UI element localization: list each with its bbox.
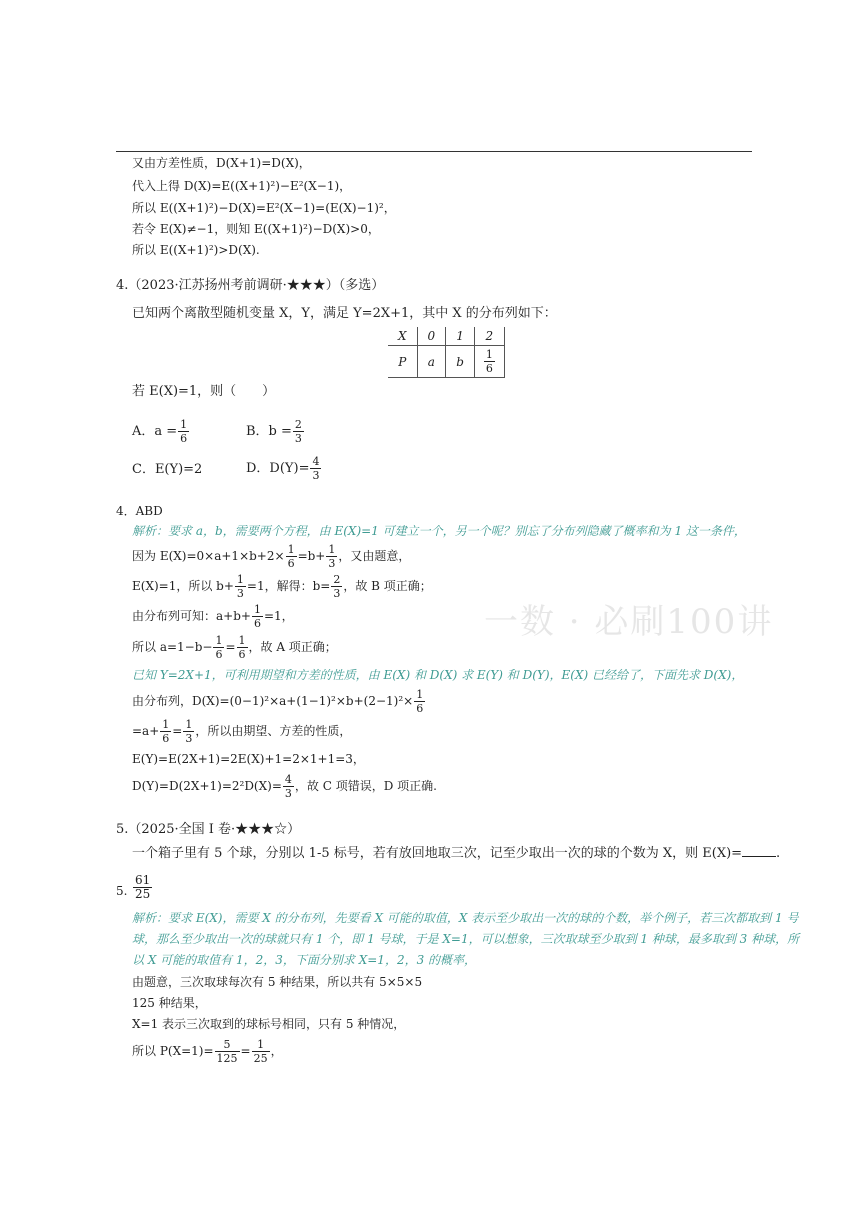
text-line: 代入上得 D(X)=E((X+1)²)−E²(X−1)， (132, 179, 352, 193)
table-cell: b (446, 346, 475, 378)
text-line: 所以 E((X+1)²)−D(X)=E²(X−1)=(E(X)−1)²， (132, 201, 396, 215)
hint-text: 以 X 可能的取值有 1，2，3，下面分别求 X=1，2，3 的概率， (132, 953, 477, 967)
option-d: D．D(Y)= $\frac{4}{3}$ (246, 455, 320, 482)
hint-text: 解析：要求 a，b，需要两个方程，由 E(X)=1 可建立一个，另一个呢？别忘了分布列隐藏了概率和为 1 这一条件， (132, 524, 746, 538)
option-c: C．E(Y)=2 (132, 462, 203, 477)
table-cell: P (388, 346, 417, 378)
question-5-header: 5.（2025·全国 I 卷·★★★☆） (116, 822, 301, 837)
watermark: 一数 · 必刷100讲 (484, 602, 774, 642)
solution-line: 由题意，三次取球每次有 5 种结果，所以共有 5×5×5 (132, 975, 423, 989)
solution-line: =a+ $\frac{1}{6}$ = $\frac{1}{3}$ ，所以由期望、方差的性质， (132, 718, 352, 745)
text-line: 又由方差性质，D(X+1)=D(X)， (132, 156, 311, 170)
option-b: B．b = $\frac{2}{3}$ (246, 418, 302, 445)
hint-text: 球，那么至少取出一次的球就只有 1 个，即 1 号球，于是 X=1，可以想象，三次取球至少取到 1 种球，最多取到 3 种球，所 (132, 932, 800, 946)
table-cell (474, 346, 504, 378)
answer-4: 4．ABD (116, 504, 163, 518)
text-line: 所以 E((X+1)²)>D(X). (132, 243, 260, 257)
answer-blank (742, 856, 776, 857)
solution-line: 因为 E(X)=0×a+1×b+2× $\frac{1}{6}$ =b+ $\frac{1}{3}$ ，又由题意， (132, 543, 411, 570)
header-rule (116, 151, 752, 152)
question-4-stem: 已知两个离散型随机变量 X，Y，满足 Y=2X+1，其中 X 的分布列如下： (132, 306, 557, 321)
solution-line: 125 种结果， (132, 996, 207, 1010)
table-cell: 1 (446, 327, 475, 346)
solution-line: 所以 P(X=1)= $\frac{5}{125}$ = $\frac{1}{25}$ ， (132, 1038, 283, 1065)
solution-line: 所以 a=1−b− $\frac{1}{6}$ = $\frac{1}{6}$ ，故 A 项正确； (132, 634, 337, 661)
answer-5-value: $\frac{61}{25}$ (135, 873, 151, 901)
solution-line: E(X)=1，所以 b+ $\frac{1}{3}$ =1，解得：b= $\frac{2}{3}$ ，故 B 项正确； (132, 573, 432, 600)
answer-5-label: 5. (116, 884, 128, 898)
hint-text: 解析：要求 E(X)，需要 X 的分布列，先要看 X 可能的取值，X 表示至少取出一次的球的个数，举个例子，若三次都取到 1 号 (132, 911, 799, 925)
hint-text: 已知 Y=2X+1，可利用期望和方差的性质，由 E(X) 和 D(X) 求 E(Y) 和 D(Y)，E(X) 已经给了，下面先求 D(X)， (132, 668, 744, 682)
solution-line: E(Y)=E(2X+1)=2E(X)+1=2×1+1=3， (132, 752, 365, 766)
question-4-ask: 若 E(X)=1，则（ ） (132, 384, 276, 399)
table-cell: X (388, 327, 417, 346)
table-cell: 0 (417, 327, 446, 346)
distribution-table (388, 327, 505, 378)
fraction: $\frac{1}{6}$ (485, 348, 493, 375)
option-a: A．a = $\frac{1}{6}$ (132, 418, 188, 445)
solution-line: 由分布列，D(X)=(0−1)²×a+(1−1)²×b+(2−1)²× $\frac{1}{6}$ (132, 688, 424, 715)
question-5-stem: 一个箱子里有 5 个球，分别以 1-5 标号，若有放回地取三次，记至少取出一次的球的个数为 X，则 E(X)= . (132, 846, 781, 861)
table-cell: a (417, 346, 446, 378)
solution-line: 由分布列可知：a+b+ $\frac{1}{6}$ =1， (132, 603, 294, 630)
text-line: 若令 E(X)≠−1，则知 E((X+1)²)−D(X)>0， (132, 222, 380, 236)
question-4-header: 4.（2023·江苏扬州考前调研·★★★）（多选） (116, 278, 385, 293)
solution-line: D(Y)=D(2X+1)=2²D(X)= $\frac{4}{3}$ ，故 C 项错误，D 项正确. (132, 773, 437, 800)
solution-line: X=1 表示三次取到的球标号相同，只有 5 种情况， (132, 1017, 406, 1031)
table-cell: 2 (474, 327, 504, 346)
